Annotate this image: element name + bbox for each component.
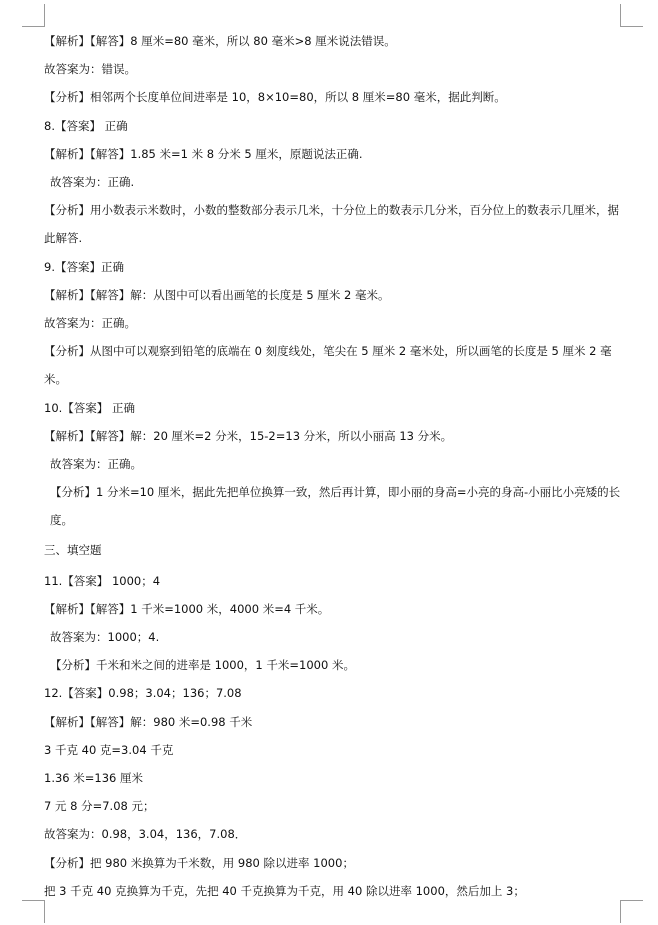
question-9-answer: 9.【答案】正确	[44, 259, 124, 274]
analysis-line: 【解析】【解答】1.85 米=1 米 8 分米 5 厘米，原题说法正确.	[44, 146, 363, 161]
question-12-answer: 12.【答案】0.98；3.04；136；7.08	[44, 686, 242, 701]
answer-conclusion: 故答案为：正确。	[50, 456, 142, 471]
analysis-note: 【分析】相邻两个长度单位间进率是 10，8×10=80，所以 8 厘米=80 毫米，据此判断。	[44, 90, 506, 105]
analysis-note: 【分析】千米和米之间的进率是 1000，1 千米=1000 米。	[50, 658, 355, 673]
answer-conclusion: 故答案为：正确。	[44, 315, 136, 330]
question-10-answer: 10.【答案】 正确	[44, 400, 135, 415]
conversion-line: 1.36 米=136 厘米	[44, 770, 144, 785]
analysis-line: 【解析】【解答】解：从图中可以看出画笔的长度是 5 厘米 2 毫米。	[44, 287, 390, 302]
analysis-line: 【解析】【解答】8 厘米=80 毫米，所以 80 毫米>8 厘米说法错误。	[44, 34, 396, 48]
conversion-line: 7 元 8 分=7.08 元；	[44, 799, 155, 814]
conversion-line: 3 千克 40 克=3.04 千克	[44, 742, 174, 757]
answer-conclusion: 故答案为：0.98，3.04，136，7.08．	[44, 827, 247, 842]
answer-conclusion: 故答案为：正确.	[50, 174, 135, 189]
analysis-line: 【解析】【解答】1 千米=1000 米，4000 米=4 千米。	[44, 601, 330, 616]
answer-conclusion: 故答案为：1000；4.	[50, 630, 160, 645]
analysis-line: 【解析】【解答】解：20 厘米=2 分米，15-2=13 分米，所以小丽高 13 分米。	[44, 428, 453, 443]
analysis-note: 【分析】1 分米=10 厘米，据此先把单位换算一致，然后再计算，即小丽的身高=小亮的身高-小丽比小亮矮的长度。	[50, 485, 621, 528]
question-8-answer: 8.【答案】 正确	[44, 118, 128, 133]
analysis-line: 【解析】【解答】解：980 米=0.98 千米	[44, 714, 253, 729]
analysis-note: 【分析】把 980 米换算为千米数，用 980 除以进率 1000；	[44, 855, 354, 870]
analysis-note: 【分析】用小数表示米数时，小数的整数部分表示几米，十分位上的数表示几分米，百分位上的数表示几厘米，据此解答.	[44, 203, 619, 246]
question-11-answer: 11.【答案】 1000；4	[44, 573, 161, 588]
analysis-note: 把 3 千克 40 克换算为千克，先把 40 千克换算为千克，用 40 除以进率 1000，然后加上 3；	[44, 883, 525, 898]
document-page	[44, 27, 626, 905]
answer-conclusion: 故答案为：错误。	[44, 62, 136, 77]
section-heading: 三、填空题	[44, 543, 102, 558]
crop-mark-top-right	[620, 4, 643, 27]
crop-mark-bottom-left	[22, 900, 45, 923]
analysis-note: 【分析】从图中可以观察到铅笔的底端在 0 刻度线处，笔尖在 5 厘米 2 毫米处，所以画笔的长度是 5 厘米 2 毫米。	[44, 344, 612, 387]
crop-mark-top-left	[22, 4, 45, 27]
